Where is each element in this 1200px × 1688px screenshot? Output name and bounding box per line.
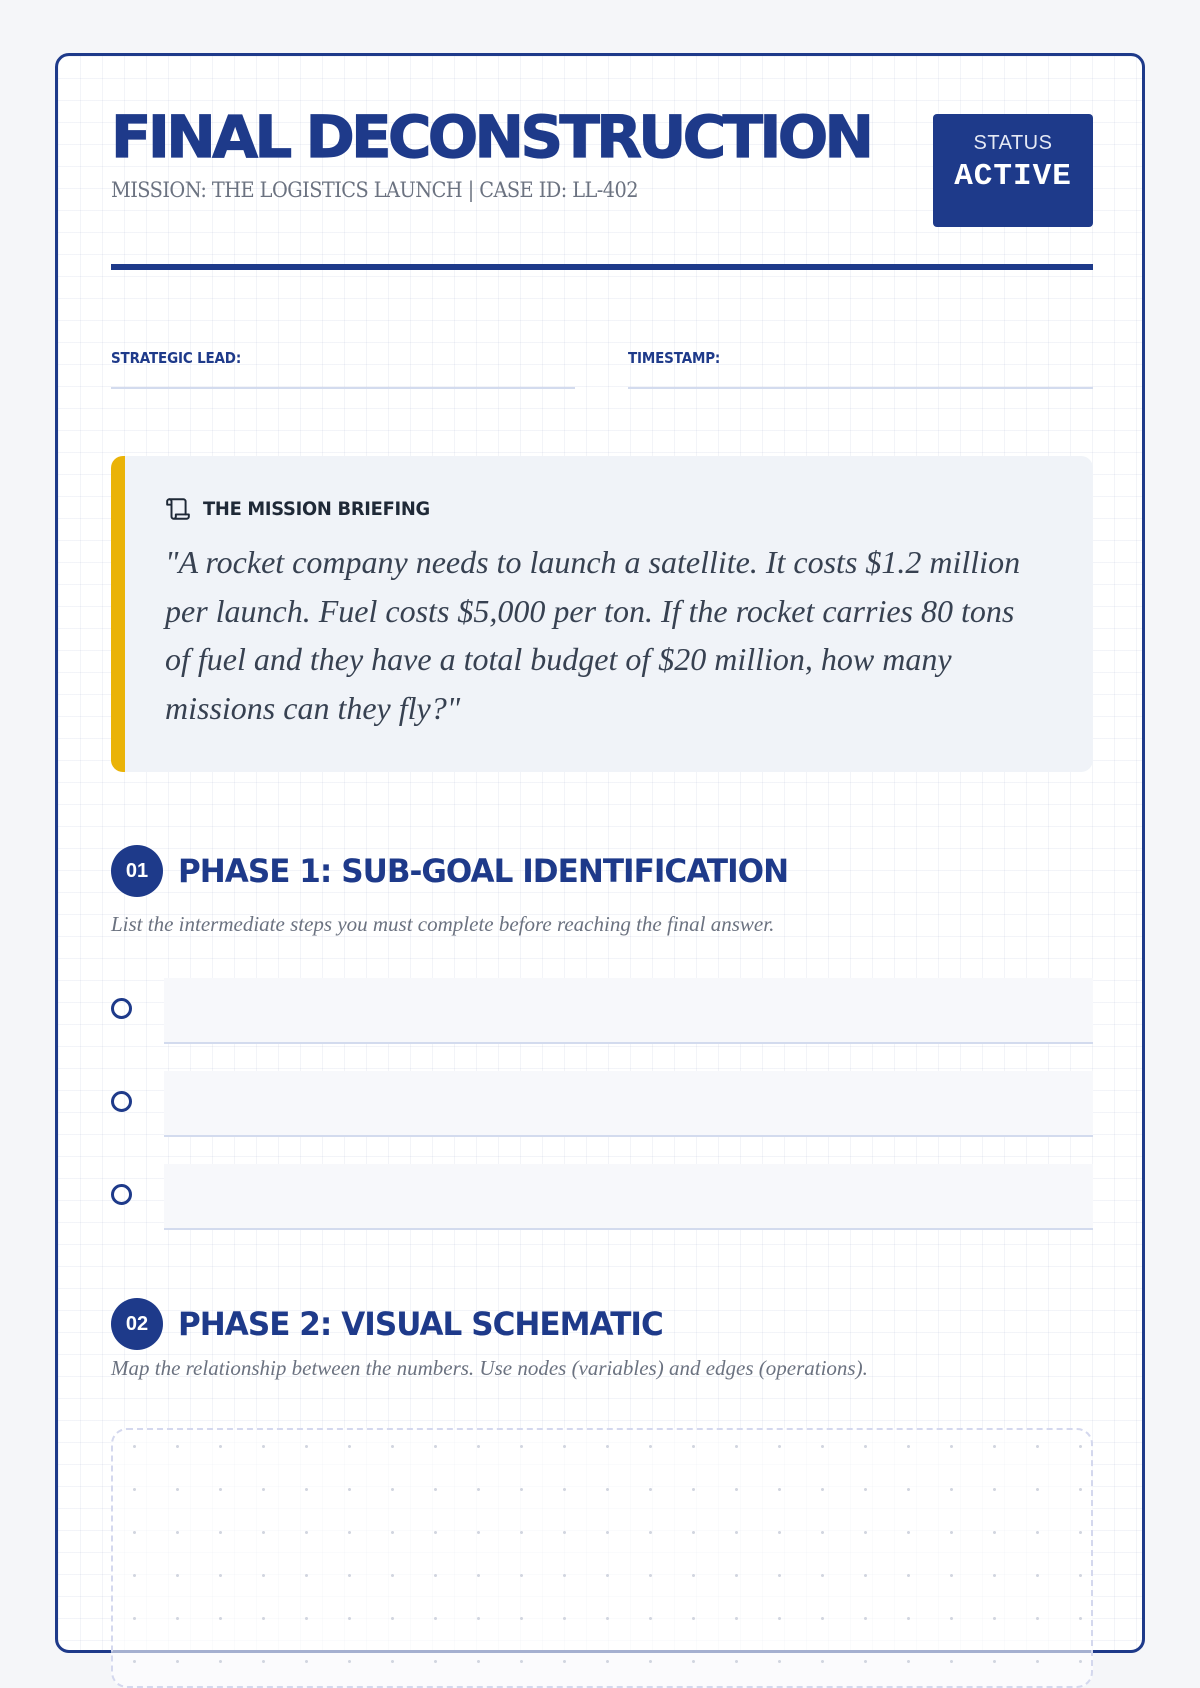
subgoal-row (111, 1164, 1093, 1230)
phase-1-title: PHASE 1: SUB-GOAL IDENTIFICATION (178, 852, 789, 890)
phase-2-number-badge: 02 (111, 1298, 163, 1350)
status-badge (933, 114, 1093, 227)
circle-bullet-icon (111, 998, 132, 1019)
mission-subtitle: MISSION: THE LOGISTICS LAUNCH | CASE ID: LL-402 (111, 178, 639, 202)
phase-1-header (111, 845, 807, 897)
page-title: FINAL DECONSTRUCTION (111, 103, 871, 171)
timestamp-label: TIMESTAMP: (628, 349, 721, 367)
phase-2-header (111, 1298, 678, 1350)
status-value: ACTIVE (954, 159, 1072, 194)
timestamp-field[interactable] (628, 349, 1093, 389)
phase-2-title: PHASE 2: VISUAL SCHEMATIC (178, 1305, 663, 1343)
strategic-lead-field[interactable] (111, 349, 575, 389)
schematic-drawing-area[interactable] (111, 1428, 1093, 1688)
briefing-title: THE MISSION BRIEFING (203, 498, 430, 520)
circle-bullet-icon (111, 1184, 132, 1205)
briefing-text: "A rocket company needs to launch a satellite. It costs $1.2 million per launch. Fuel costs $5,000 per ton. If the rocket carries 80 tons of fuel and they have a total budget of $20 million, how many missions can they fly?" (165, 544, 1021, 726)
worksheet-card (55, 53, 1145, 1653)
phase-1-description: List the intermediate steps you must complete before reaching the final answer. (111, 912, 775, 936)
strategic-lead-label: STRATEGIC LEAD: (111, 349, 242, 367)
phase-1-number-badge: 01 (111, 845, 163, 897)
phase-2-description: Map the relationship between the numbers. Use nodes (variables) and edges (operations). (111, 1356, 868, 1380)
subgoal-input-3[interactable] (164, 1164, 1093, 1230)
circle-bullet-icon (111, 1091, 132, 1112)
briefing-header (165, 496, 444, 522)
mission-briefing (111, 456, 1093, 772)
subgoal-row (111, 1071, 1093, 1137)
subgoal-row (111, 978, 1093, 1044)
status-label: STATUS (973, 132, 1053, 154)
subgoal-input-1[interactable] (164, 978, 1093, 1044)
subgoal-input-2[interactable] (164, 1071, 1093, 1137)
header-divider (111, 264, 1093, 270)
scroll-icon (165, 496, 191, 522)
